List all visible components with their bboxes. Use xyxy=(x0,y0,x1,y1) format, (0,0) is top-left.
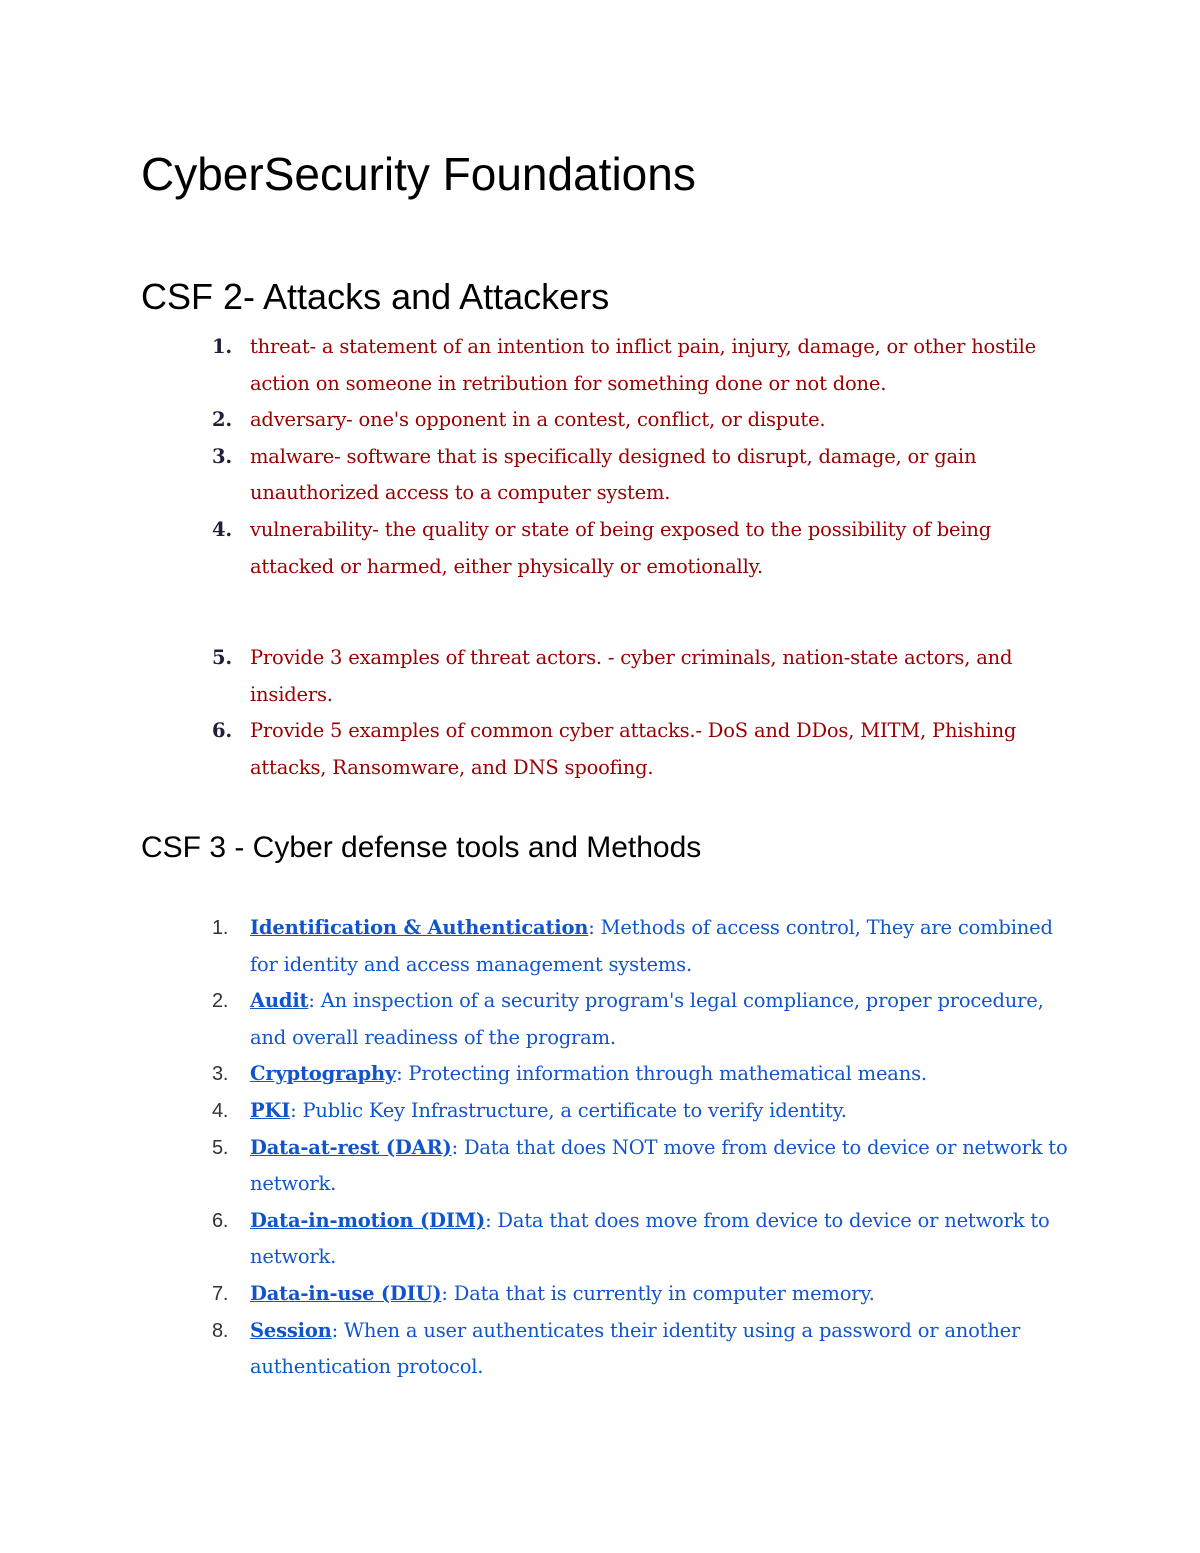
document-title: CyberSecurity Foundations xyxy=(141,148,696,200)
term-definition: : Public Key Infrastructure, a certificate to verify identity. xyxy=(290,1098,847,1122)
term-label: Data-in-motion (DIM) xyxy=(250,1208,486,1232)
list-spacer xyxy=(0,585,1070,640)
list-item xyxy=(0,640,1070,713)
list-item xyxy=(0,1093,1070,1130)
list-item-text: threat- a statement of an intention to inflict pain, injury, damage, or other hostile action on someone in retribution for something done or not done. xyxy=(250,335,1036,395)
list-number: 5. xyxy=(212,1136,229,1159)
list-item xyxy=(0,1056,1070,1093)
list-item xyxy=(0,983,1070,1056)
list-number: 6. xyxy=(212,719,232,743)
list-item xyxy=(0,1130,1070,1203)
term-definition: : Methods of access control, They are combined for identity and access management systems. xyxy=(250,916,1053,976)
attacks-list xyxy=(0,329,1200,787)
term-definition: : When a user authenticates their identity using a password or another authentication protocol. xyxy=(250,1318,1021,1379)
list-item-text: Provide 5 examples of common cyber attacks.- DoS and DDos, MITM, Phishing attacks, Ransomware, and DNS spoofing. xyxy=(250,719,1017,779)
term-definition: : An inspection of a security program's legal compliance, proper procedure, and overall readiness of the program. xyxy=(250,989,1044,1049)
term-definition: : Protecting information through mathematical means. xyxy=(396,1062,927,1086)
list-number: 2. xyxy=(212,408,232,432)
list-number: 5. xyxy=(212,646,232,670)
term-label: Identification & Authentication xyxy=(250,916,589,939)
list-item-text: malware- software that is specifically designed to disrupt, damage, or gain unauthorized access to a computer system. xyxy=(250,444,977,505)
list-item-text: vulnerability- the quality or state of being exposed to the possibility of being attacked or harmed, either physically or emotionally. xyxy=(250,517,992,578)
list-item xyxy=(0,512,1070,585)
term-label: Data-in-use (DIU) xyxy=(250,1281,442,1305)
list-number: 3. xyxy=(212,444,232,468)
list-number: 4. xyxy=(212,517,232,541)
list-number: 1. xyxy=(212,335,232,358)
list-item xyxy=(0,1313,1070,1386)
list-number: 6. xyxy=(212,1209,229,1232)
list-number: 7. xyxy=(212,1282,229,1305)
term-label: Data-at-rest (DAR) xyxy=(250,1135,452,1159)
list-item xyxy=(0,713,1070,786)
list-item xyxy=(0,439,1070,512)
term-label: Session xyxy=(250,1318,332,1342)
list-item-text: Provide 3 examples of threat actors. - cyber criminals, nation-state actors, and insiders. xyxy=(250,646,1013,706)
list-item xyxy=(0,329,1070,402)
term-definition: : Data that does NOT move from device to device or network to network. xyxy=(250,1135,1068,1196)
list-number: 8. xyxy=(212,1319,229,1342)
term-definition: : Data that is currently in computer memory. xyxy=(441,1281,875,1305)
list-number: 2. xyxy=(212,990,229,1013)
defense-tools-list xyxy=(0,910,1200,1386)
list-number: 3. xyxy=(212,1063,229,1086)
list-item xyxy=(0,1203,1070,1276)
list-number: 1. xyxy=(212,917,229,939)
list-number: 4. xyxy=(212,1099,229,1122)
term-label: PKI xyxy=(250,1098,291,1122)
term-definition: : Data that does move from device to device or network to network. xyxy=(250,1208,1050,1269)
list-item-text: adversary- one's opponent in a contest, conflict, or dispute. xyxy=(250,408,826,432)
term-label: Audit xyxy=(250,989,309,1013)
section-heading-csf2: CSF 2- Attacks and Attackers xyxy=(141,276,610,317)
term-label: Cryptography xyxy=(250,1062,397,1086)
list-item xyxy=(0,402,1070,439)
list-item xyxy=(0,910,1070,983)
section-heading-csf3: CSF 3 - Cyber defense tools and Methods xyxy=(141,831,702,864)
list-item xyxy=(0,1276,1070,1313)
